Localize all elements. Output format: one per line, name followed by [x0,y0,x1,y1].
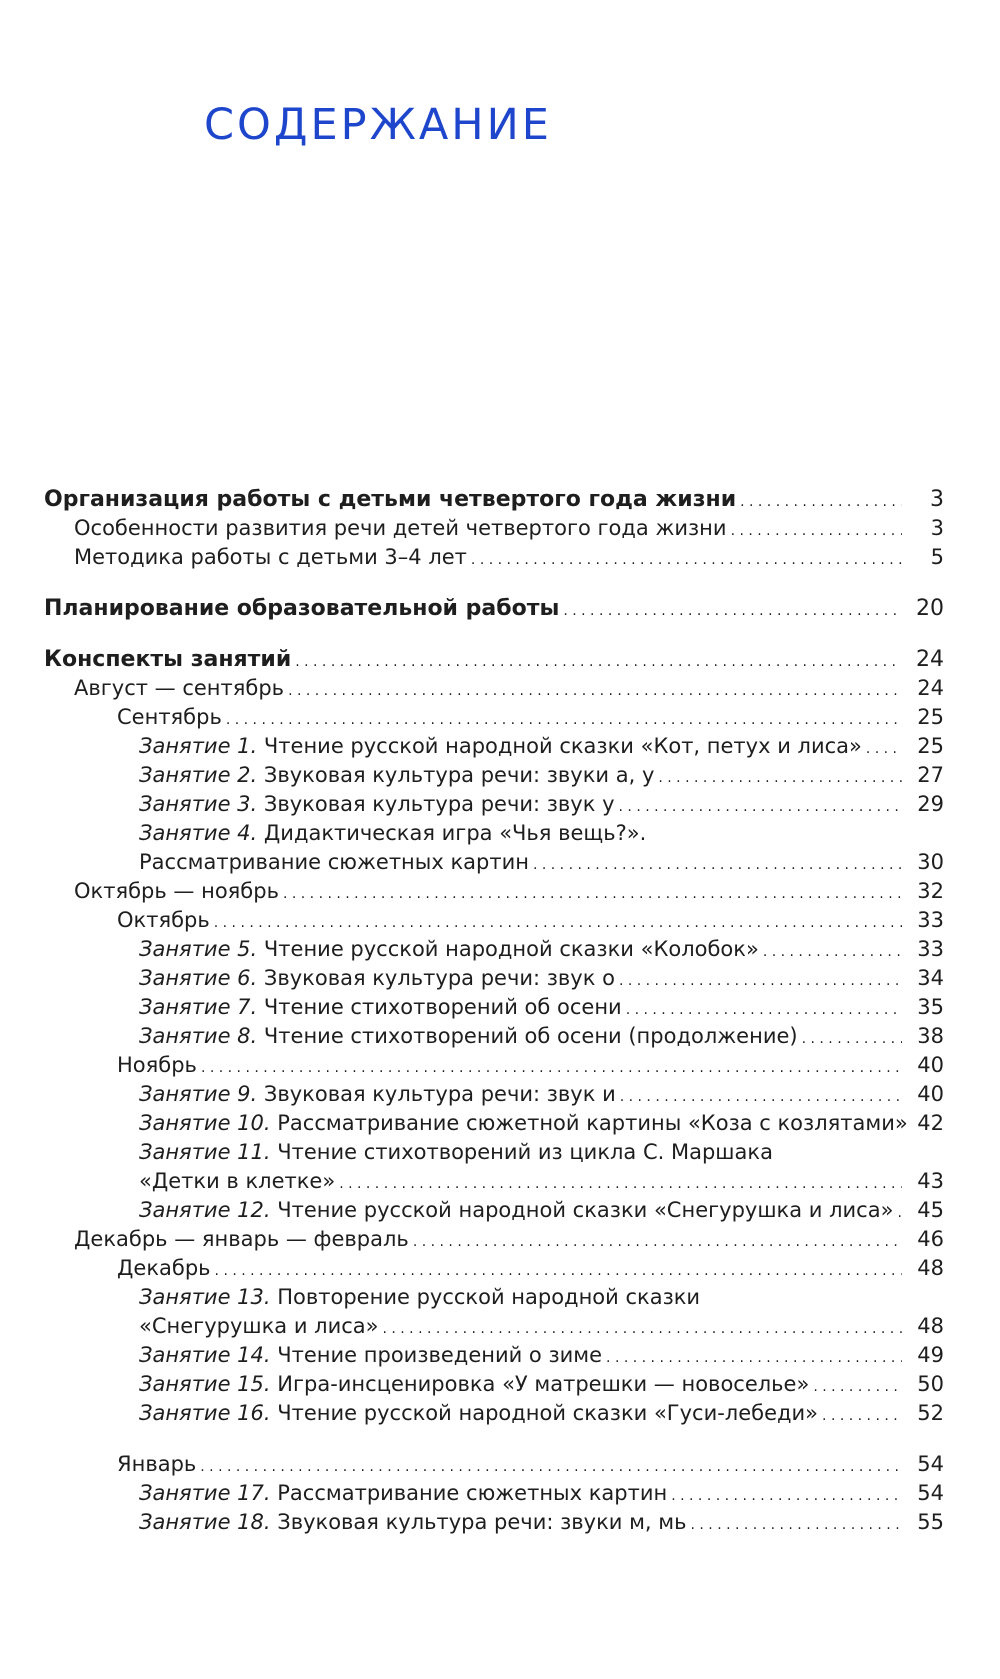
toc-entry-label: Рассматривание сюжетных картин [139,850,529,874]
toc-entry-page: 25 [917,705,944,729]
toc-entry-page: 55 [917,1510,944,1534]
toc-leader-dots [813,1370,902,1402]
toc-entry-lesson-number: Занятие 13. [139,1285,271,1309]
toc-entry [44,1450,944,1479]
toc-entry-label: Занятие 14. Чтение произведений о зиме [139,1343,603,1367]
toc-entry-label: Особенности развития речи детей четвертого года жизни [74,516,727,540]
toc-entry-label: Занятие 9. Звуковая культура речи: звук и [139,1082,616,1106]
toc-entry-lesson-number: Занятие 11. [139,1140,271,1164]
toc-leader-dots [339,1167,902,1199]
toc-entry-label: Занятие 6. Звуковая культура речи: звук о [139,966,615,990]
toc-entry-label: «Снегурушка и лиса» [139,1314,379,1338]
toc-entry-label: Занятие 8. Чтение стихотворений об осени (продолжение) [139,1024,798,1048]
toc-entry-page: 32 [917,879,944,903]
toc-entry [44,1109,944,1138]
toc-entry [44,1479,944,1508]
toc-entry-lesson-number: Занятие 1. [139,734,258,758]
toc-entry-page: 42 [917,1111,944,1135]
toc-entry [44,594,944,623]
toc-leader-dots [822,1399,902,1431]
toc-entry-page: 35 [917,995,944,1019]
toc-entry-page: 50 [917,1372,944,1396]
toc-entry [44,514,944,543]
toc-entry-lesson-number: Занятие 6. [139,966,258,990]
toc-entry-page: 54 [917,1452,944,1476]
toc-leader-dots [731,514,902,546]
toc-entry [44,1399,944,1428]
toc-entry-page: 54 [917,1481,944,1505]
toc-entry-lesson-number: Занятие 17. [139,1481,271,1505]
toc-entry-page: 40 [917,1053,944,1077]
toc-entry-page: 48 [917,1314,944,1338]
toc-entry-label: Занятие 2. Звуковая культура речи: звуки а, у [139,763,655,787]
toc-leader-dots [802,1022,902,1054]
toc-leader-dots [620,1080,902,1112]
toc-entry-page: 49 [917,1343,944,1367]
toc-entry [44,761,944,790]
toc-entry-label: Ноябрь [117,1053,197,1077]
toc-entry-label: Декабрь [117,1256,211,1280]
toc-entry [44,1022,944,1051]
toc-leader-dots [214,906,902,938]
toc-entry-label: Занятие 1. Чтение русской народной сказки «Кот, петух и лиса» [139,734,862,758]
toc-entry-label: Занятие 3. Звуковая культура речи: звук у [139,792,615,816]
toc-entry [44,906,944,935]
toc-leader-dots [413,1225,902,1257]
toc-entry-lesson-number: Занятие 10. [139,1111,271,1135]
toc-entry-label: Октябрь — ноябрь [74,879,279,903]
toc-leader-dots [606,1341,902,1373]
toc-leader-dots [671,1479,902,1511]
toc-entry-lesson-number: Занятие 8. [139,1024,258,1048]
toc-entry [44,732,944,761]
toc-leader-dots [658,761,902,793]
toc-entry [44,819,944,848]
toc-entry-page: 24 [917,676,944,700]
toc-leader-dots [533,848,902,880]
toc-leader-dots [200,1450,902,1482]
toc-entry [44,1080,944,1109]
toc-entry-page: 45 [917,1198,944,1222]
toc-leader-dots [763,935,902,967]
page-title: СОДЕРЖАНИЕ [204,100,552,150]
toc-entry [44,1370,944,1399]
toc-leader-dots [215,1254,902,1286]
toc-leader-dots [619,964,902,996]
toc-entry-label: Январь [117,1452,197,1476]
toc-entry-page: 40 [917,1082,944,1106]
toc-entry [44,1283,944,1312]
toc-entry-label: Занятие 4. Дидактическая игра «Чья вещь?». [139,821,647,845]
toc-entry-lesson-number: Занятие 4. [139,821,258,845]
toc-entry-page: 33 [917,937,944,961]
toc-entry [44,1051,944,1080]
toc-entry [44,1254,944,1283]
toc-entry-lesson-number: Занятие 14. [139,1343,271,1367]
toc-entry-label: Занятие 15. Игра-инсценировка «У матрешки — новоселье» [139,1372,810,1396]
toc-entry-label: Занятие 18. Звуковая культура речи: звуки м, мь [139,1510,687,1534]
toc-entry [44,543,944,572]
toc-entry-label: Занятие 7. Чтение стихотворений об осени [139,995,622,1019]
toc-entry-lesson-number: Занятие 16. [139,1401,271,1425]
toc-entry-label: Октябрь [117,908,210,932]
toc-entry-page: 5 [930,545,944,569]
toc-leader-dots [382,1312,902,1344]
toc-entry [44,790,944,819]
toc-entry-page: 3 [930,516,944,540]
toc-entry-lesson-number: Занятие 15. [139,1372,271,1396]
toc-entry-lesson-number: Занятие 12. [139,1198,271,1222]
toc-entry-page: 33 [917,908,944,932]
toc-entry [44,674,944,703]
toc-entry [44,877,944,906]
toc-entry-label: Август — сентябрь [74,676,285,700]
toc-entry-label: Занятие 17. Рассматривание сюжетных картин [139,1481,668,1505]
toc-entry-page: 29 [917,792,944,816]
toc-entry-label: Занятие 12. Чтение русской народной сказки «Снегурушка и лиса» [139,1198,894,1222]
toc-leader-dots [619,790,902,822]
toc-leader-dots [295,645,902,677]
toc-leader-dots [201,1051,902,1083]
toc-entry-page: 20 [916,596,944,621]
toc-leader-dots [866,732,902,764]
toc-entry [44,1508,944,1537]
toc-entry-label: Занятие 11. Чтение стихотворений из цикла С. Маршака [139,1140,773,1164]
toc-leader-dots [626,993,902,1025]
table-of-contents [44,485,944,1537]
toc-entry-lesson-number: Занятие 9. [139,1082,258,1106]
toc-leader-dots [897,1196,902,1228]
toc-entry-label: Занятие 5. Чтение русской народной сказки «Колобок» [139,937,759,961]
toc-entry-label: Конспекты занятий [44,647,292,672]
toc-entry [44,848,944,877]
toc-entry-page: 3 [930,487,944,512]
toc-entry [44,1225,944,1254]
toc-entry-lesson-number: Занятие 5. [139,937,258,961]
toc-entry-page: 43 [917,1169,944,1193]
toc-entry-label: Организация работы с детьми четвертого года жизни [44,487,737,512]
toc-leader-dots [691,1508,903,1540]
toc-entry-page: 34 [917,966,944,990]
toc-entry-label: «Детки в клетке» [139,1169,336,1193]
toc-entry-page: 46 [917,1227,944,1251]
toc-leader-dots [471,543,902,575]
toc-entry [44,1341,944,1370]
toc-entry [44,993,944,1022]
toc-entry [44,964,944,993]
toc-entry-page: 25 [917,734,944,758]
toc-entry-lesson-number: Занятие 7. [139,995,258,1019]
toc-entry [44,935,944,964]
toc-entry-label: Декабрь — январь — февраль [74,1227,409,1251]
toc-entry-page: 48 [917,1256,944,1280]
toc-entry-label: Занятие 13. Повторение русской народной сказки [139,1285,701,1309]
toc-entry [44,703,944,732]
toc-entry [44,645,944,674]
toc-entry-page: 27 [917,763,944,787]
toc-entry-lesson-number: Занятие 3. [139,792,258,816]
toc-entry-label: Сентябрь [117,705,222,729]
toc-entry [44,485,944,514]
toc-entry-page: 24 [916,647,944,672]
toc-entry [44,1167,944,1196]
toc-leader-dots [288,674,902,706]
toc-leader-dots [226,703,902,735]
toc-entry [44,1138,944,1167]
toc-entry [44,1312,944,1341]
toc-entry [44,1196,944,1225]
toc-entry-label: Занятие 16. Чтение русской народной сказки «Гуси-лебеди» [139,1401,819,1425]
toc-entry-lesson-number: Занятие 18. [139,1510,271,1534]
toc-entry-page: 52 [917,1401,944,1425]
toc-entry-label: Занятие 10. Рассматривание сюжетной картины «Коза с козлятами» [139,1111,908,1135]
toc-leader-dots [740,485,902,517]
toc-leader-dots [283,877,902,909]
toc-entry-page: 30 [917,850,944,874]
toc-entry-lesson-number: Занятие 2. [139,763,258,787]
toc-leader-dots [563,594,902,626]
toc-entry-label: Методика работы с детьми 3–4 лет [74,545,467,569]
toc-entry-page: 38 [917,1024,944,1048]
toc-entry-label: Планирование образовательной работы [44,596,560,621]
